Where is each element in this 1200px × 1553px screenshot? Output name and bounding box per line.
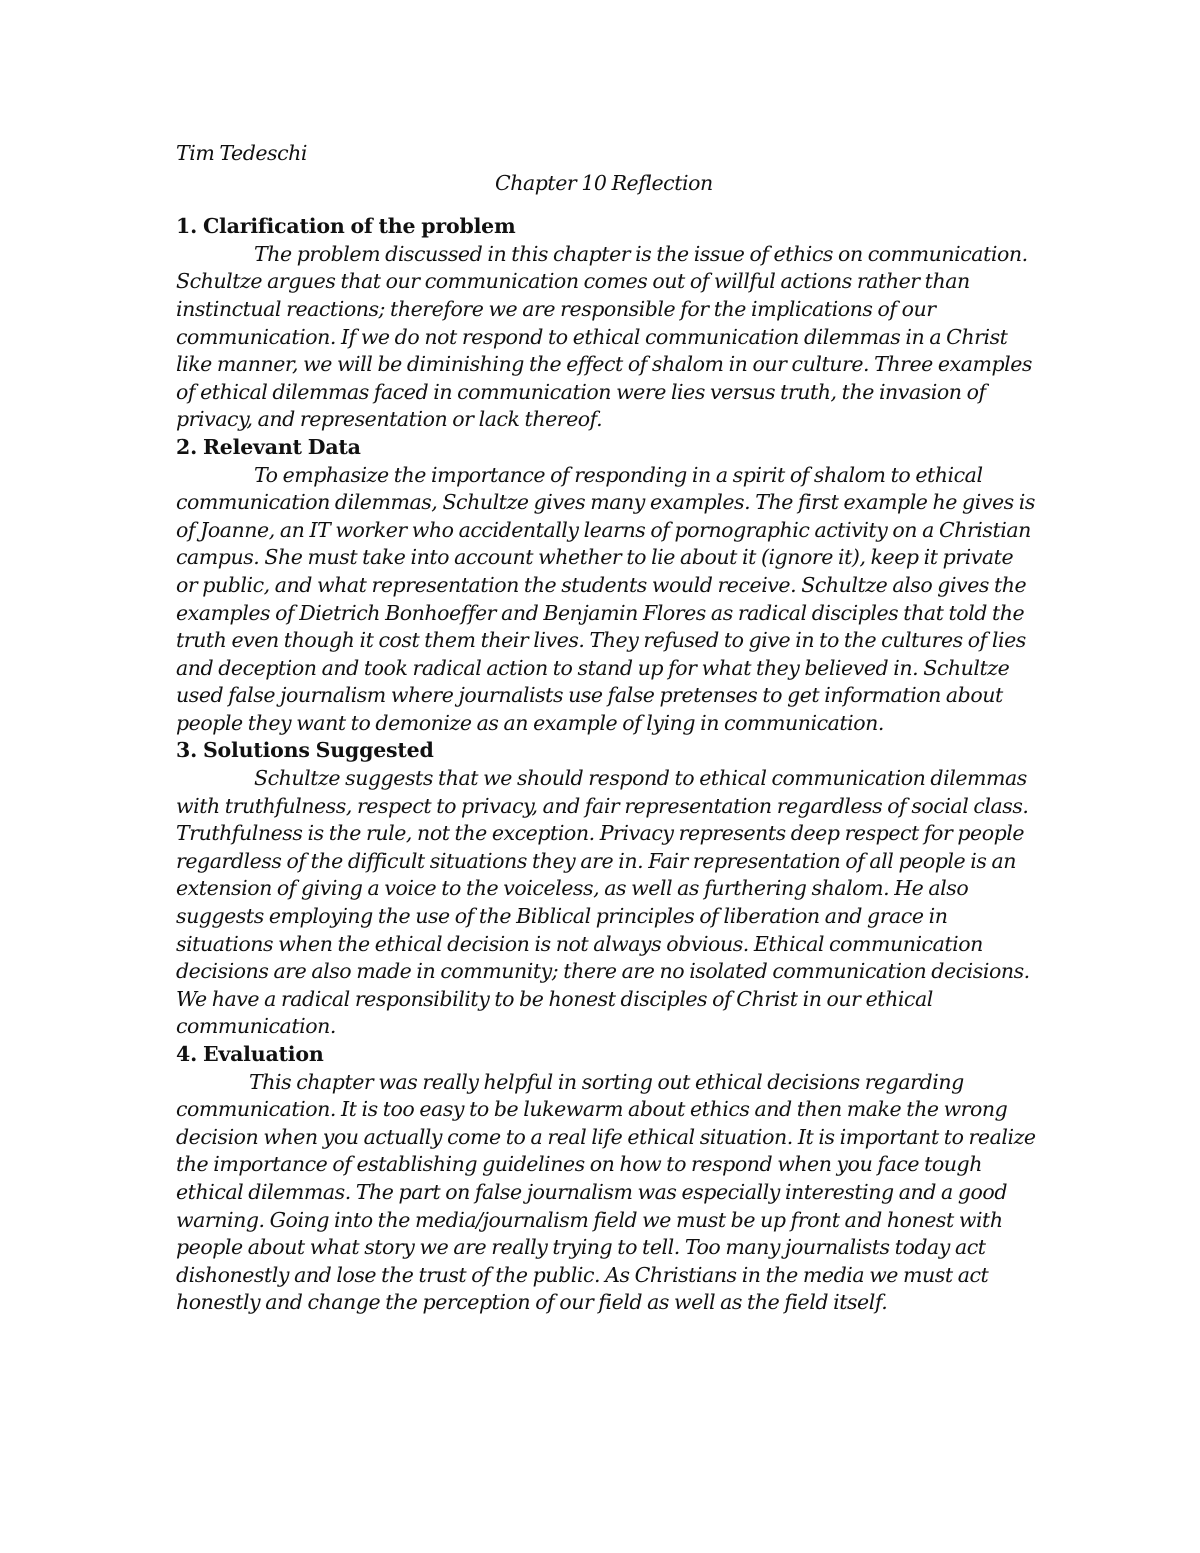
section-relevant-data [176, 434, 1036, 738]
author-name: Tim Tedeschi [176, 141, 308, 165]
document-page [176, 140, 1036, 1317]
section-body: The problem discussed in this chapter is the issue of ethics on communication. Schultze argues that our communication comes out of willful actions rather than instinctual reactions; therefore we are responsible for the implications of our communication. If we do not respond to ethical communication dilemmas in a Christ like manner, we will be diminishing the effect of shalom in our culture. Three examples of ethical dilemmas faced in communication were lies versus truth, the invasion of privacy, and representation or lack thereof. [176, 241, 1032, 432]
section-clarification [176, 213, 1036, 434]
section-heading: 4. Evaluation [176, 1042, 324, 1066]
section-body: This chapter was really helpful in sorting out ethical decisions regarding communication. It is too easy to be lukewarm about ethics and then make the wrong decision when you actually come to a real life ethical situation. It is important to realize the importance of establishing guidelines on how to respond when you face tough ethical dilemmas. The part on false journalism was especially interesting and a good warning. Going into the media/journalism field we must be up front and honest with people about what story we are really trying to tell. Too many journalists today act dishonestly and lose the trust of the public. As Christians in the media we must act honestly and change the perception of our field as well as the field itself. [176, 1069, 1036, 1315]
section-heading: 1. Clarification of the problem [176, 214, 516, 239]
document-title: Chapter 10 Reflection [495, 170, 713, 195]
section-heading: 3. Solutions Suggested [176, 738, 434, 763]
section-heading: 2. Relevant Data [176, 434, 361, 459]
section-body: Schultze suggests that we should respond to ethical communication dilemmas with truthfulness, respect to privacy, and fair representation regardless of social class. Truthfulness is the rule, not the exception. Privacy represents deep respect for people regardless of the difficult situations they are in. Fair representation of all people is an extension of giving a voice to the voiceless, as well as furthering shalom. He also suggests employing the use of the Biblical principles of liberation and grace in situations when the ethical decision is not always obvious. Ethical communication decisions are also made in community; there are no isolated communication decisions. We have a radical responsibility to be honest disciples of Christ in our ethical communication. [176, 766, 1030, 1039]
section-body: To emphasize the importance of responding in a spirit of shalom to ethical communication dilemmas, Schultze gives many examples. The first example he gives is of Joanne, an IT worker who accidentally learns of pornographic activity on a Christian campus. She must take into account whether to lie about it (ignore it), keep it private or public, and what representation the students would receive. Schultze also gives the examples of Dietrich Bonhoeffer and Benjamin Flores as radical disciples that told the truth even though it cost them their lives. They refused to give in to the cultures of lies and deception and took radical action to stand up for what they believed in. Schultze used false journalism where journalists use false pretenses to get information about people they want to demonize as an example of lying in communication. [176, 462, 1035, 735]
section-solutions [176, 737, 1036, 1041]
section-evaluation [176, 1041, 1036, 1317]
